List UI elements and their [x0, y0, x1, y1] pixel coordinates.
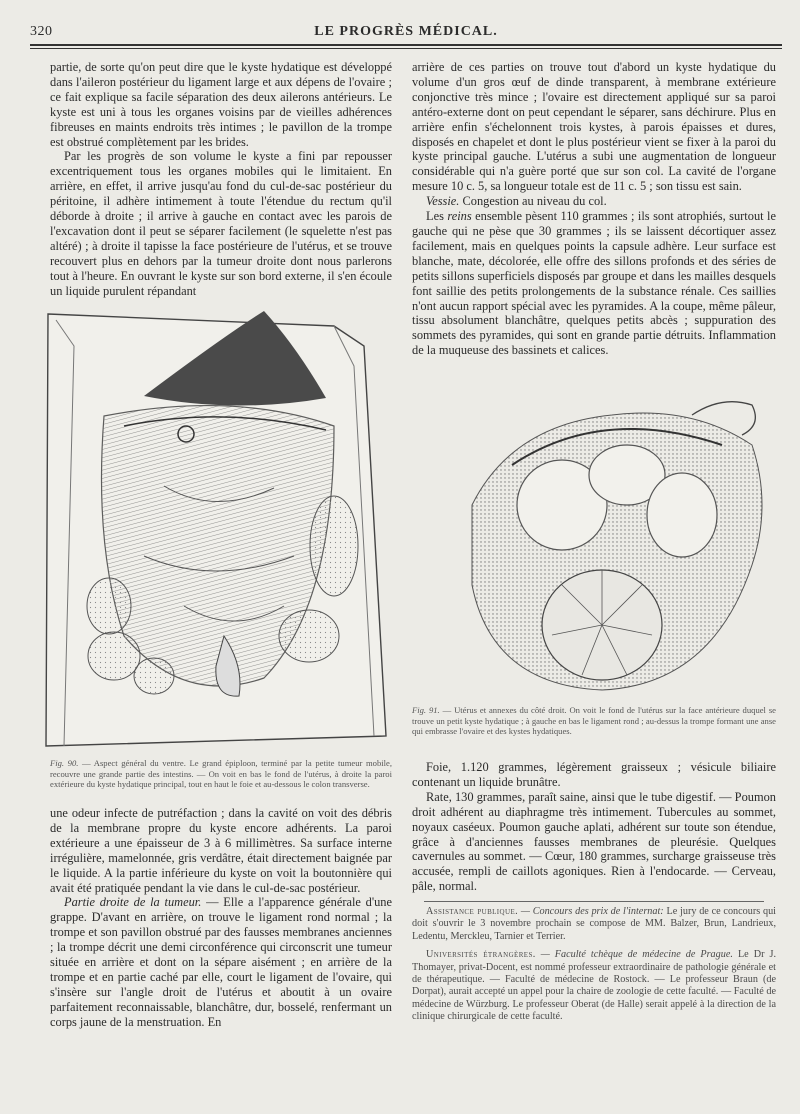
paragraph: Par les progrès de son volume le kyste a fini par repousser excentriquement tous les organes mobiles qui le limitaient. En arrière, en effet, il arrive jusqu'au fond du cul-de-sac postérieur du péritoine, il adhère intimement à toute l'étendue du rectum qu'il déborde à droite ; il arrive à gauche en contact avec les parois de l'excavation dont il peut se séparer facilement (le squelette n'est pas altéré) ; à droite il tapisse la face postérieure de l'utérus, et se trouve recouvert plus en dehors par la tumeur droite dont nous parlerons tout à l'heure. En ouvrant le kyste sur son bord externe, il s'en écoule un liquide purulent répandant — [50, 149, 392, 298]
figure-90-label: Fig. 90. — [50, 758, 79, 768]
news-italic: — Faculté tchèque de médecine de Prague. — [535, 949, 733, 961]
vessie-text: Congestion au niveau du col. — [459, 194, 607, 209]
paragraph: une odeur infecte de putréfaction ; dans la cavité on voit des débris de la membrane propre du kyste encore adhérents. La paroi extérieure a une épaisseur de 3 à 6 millimètres. Sa surface interne irrégulière, mamelonnée, gris verdâtre, était directement baignée par le liquide. A la partie inférieure du kyste on voit la boutonnière qui avait été pratiquée pendant la vie dans le cul-de-sac postérieur. — [50, 806, 392, 895]
news-italic: — Concours des prix de l'internat: — [518, 906, 664, 917]
vessie-heading: Vessie. — [426, 194, 460, 209]
figure-90-caption — [50, 758, 392, 790]
reins-text: ensemble pèsent 110 grammes ; ils sont atrophiés, surtout le gauche qui ne pèse que 30 grammes ; ils se laissent décortiquer assez facilement, mais en quelques points la capsule adhère. Leur surface est blanche, mate, décolorée, elle offre des sillons profonds et des séries de petits sillons superficiels disposés par groupe et dans les mailles desquels font saillie des petits prolongements de la substance rénale. Ces saillies n'ont aucun rapport spécial avec les pyramides. A la coupe, même pâleur, tissu absolument blanchâtre, quelques petits abcès ; suppuration des sommets des pyramides, qui sont en grande partie détruits. Inflammation de la muqueuse des bassinets et calices. — [412, 209, 776, 358]
news-item-universites — [412, 949, 776, 1023]
figure-91-caption — [412, 705, 776, 737]
figure-90-engraving — [34, 306, 394, 754]
news-lead: Assistance publique. — [426, 906, 519, 917]
left-column-top — [50, 60, 392, 305]
news-lead: Universités étrangères. — [426, 949, 536, 961]
figure-91-caption-text: — Utérus et annexes du côté droit. On voit le fond de l'utérus sur la face antérieure duquel se trouve un petit kyste hydatique ; à gauche en bas le ligament rond ; au-dessus la trompe formant une anse qui embrasse l'ovaire et des kystes hydatiques. — [412, 705, 776, 737]
journal-title: LE PROGRÈS MÉDICAL. — [314, 24, 498, 39]
paragraph-partie-droite — [50, 895, 392, 1029]
header-rule — [30, 44, 782, 46]
figure-91-engraving — [452, 385, 782, 700]
page-number: 320 — [30, 24, 53, 39]
news-divider — [424, 901, 764, 902]
paragraph: Foie, 1.120 grammes, légèrement graisseux ; vésicule biliaire contenant un liquide brunâtre. — [412, 760, 776, 789]
left-column-bottom — [50, 806, 392, 1076]
section-heading-partie-droite: Partie droite de la tumeur. — [64, 895, 202, 910]
reins-heading: reins — [447, 209, 472, 224]
paragraph-reins — [412, 209, 776, 358]
paragraph: arrière de ces parties on trouve tout d'abord un kyste hydatique du volume d'un gros œuf de dinde transparent, à membrane extérieure conjonctive très mince ; l'ovaire est directement appliqué sur sa paroi antéro-externe dont on peut cependant le séparer, sans déchirure. Plus en arrière enfin s'échelonnent trois kystes, à parois épaisses et dures, disposés en chapelet et dont le plus postérieur vient se fixer à la paroi du kyste principal gauche. L'utérus a subi une augmentation de longueur considérable qui n'a guère porté que sur son col. La cavité de l'organe mesure 10 c. 5, sa longueur totale est de 11 c. 5 ; son tissu est sain. — [412, 60, 776, 194]
section-text-partie-droite: — Elle a l'apparence générale d'une grappe. D'avant en arrière, on trouve le ligament rond normal ; la trompe et son pavillon obstrué par des fausses membranes anciennes ; la trompe décrit une demi circonférence qui circonscrit une tumeur située en arrière et dont on la sépare aisément ; en arrière de la trompe et en partie caché par elle, court le ligament de l'ovaire, qui s'insère sur l'angle droit de l'utérus et aboutit à un ovaire parfaitement reconnaissable, blanchâtre, dur, bosselé, renfermant un corps jaune de la menstruation. En — [50, 895, 392, 1029]
running-head — [30, 22, 782, 44]
news-text: Le jury de ce concours qui doit s'ouvrir le 3 novembre prochain se compose de MM. Balzer, Brun, Landrieux, Ledentu, Merckleu, Tarnier et Terrier. — [412, 906, 777, 942]
header-rule-thin — [30, 48, 782, 49]
figure-90-caption-text: — Aspect général du ventre. Le grand épiploon, terminé par la petite tumeur mobile, recouvre une grande partie des intestins. — On voit en bas le fond de l'utérus, à droite la paroi extérieure du kyste hydatique principal, tout en haut le foie et au-dessous le colon transverse. — [50, 758, 392, 790]
paragraph: partie, de sorte qu'on peut dire que le kyste hydatique est développé dans l'aileron postérieur du ligament large et aux dépens de l'ovaire ; ce fait explique sa facile séparation des deux ailerons antérieurs. Le kyste est uni à tous les organes voisins par de vieilles adhérences fibreuses en maints endroits très intimes ; le pavillon de la trompe est obstrué complètement par les brides. — [50, 60, 392, 149]
right-column-top — [412, 60, 776, 390]
figure-91-label: Fig. 91. — [412, 705, 440, 715]
news-section — [412, 906, 776, 1030]
paragraph: Rate, 130 grammes, paraît saine, ainsi que le tube digestif. — Poumon droit adhérent au diaphragme très intimement. Tubercules au sommet, noyaux caséeux. Poumon gauche aplati, adhérent sur toute son étendue, grâce à d'anciennes fausses membranes de pleurésie. Quelques cavernules au sommet. — Cœur, 180 grammes, surcharge graisseuse très accusée, rempli de caillots agoniques. Rien à l'endocarde. — Cerveau, pâle, normal. — [412, 789, 776, 894]
news-item-assistance — [412, 906, 776, 943]
news-text: Le Dr J. Thomayer, privat-Docent, est nommé professeur extraordinaire de pathologie générale et de thérapeutique. — Faculté de médecine de Rostock. — Le professeur Braun (de Dorpat), aurait accepté un appel pour la chaire de zoologie de cette faculté. — Faculté de médecine de Würzburg. Le professeur Oberat (de Halle) serait appelé à la direction de la clinique chirurgicale de cette faculté. — [412, 949, 776, 1023]
paragraph-vessie — [412, 194, 776, 209]
right-column-bottom — [412, 760, 776, 895]
reins-lead: Les — [426, 209, 448, 224]
